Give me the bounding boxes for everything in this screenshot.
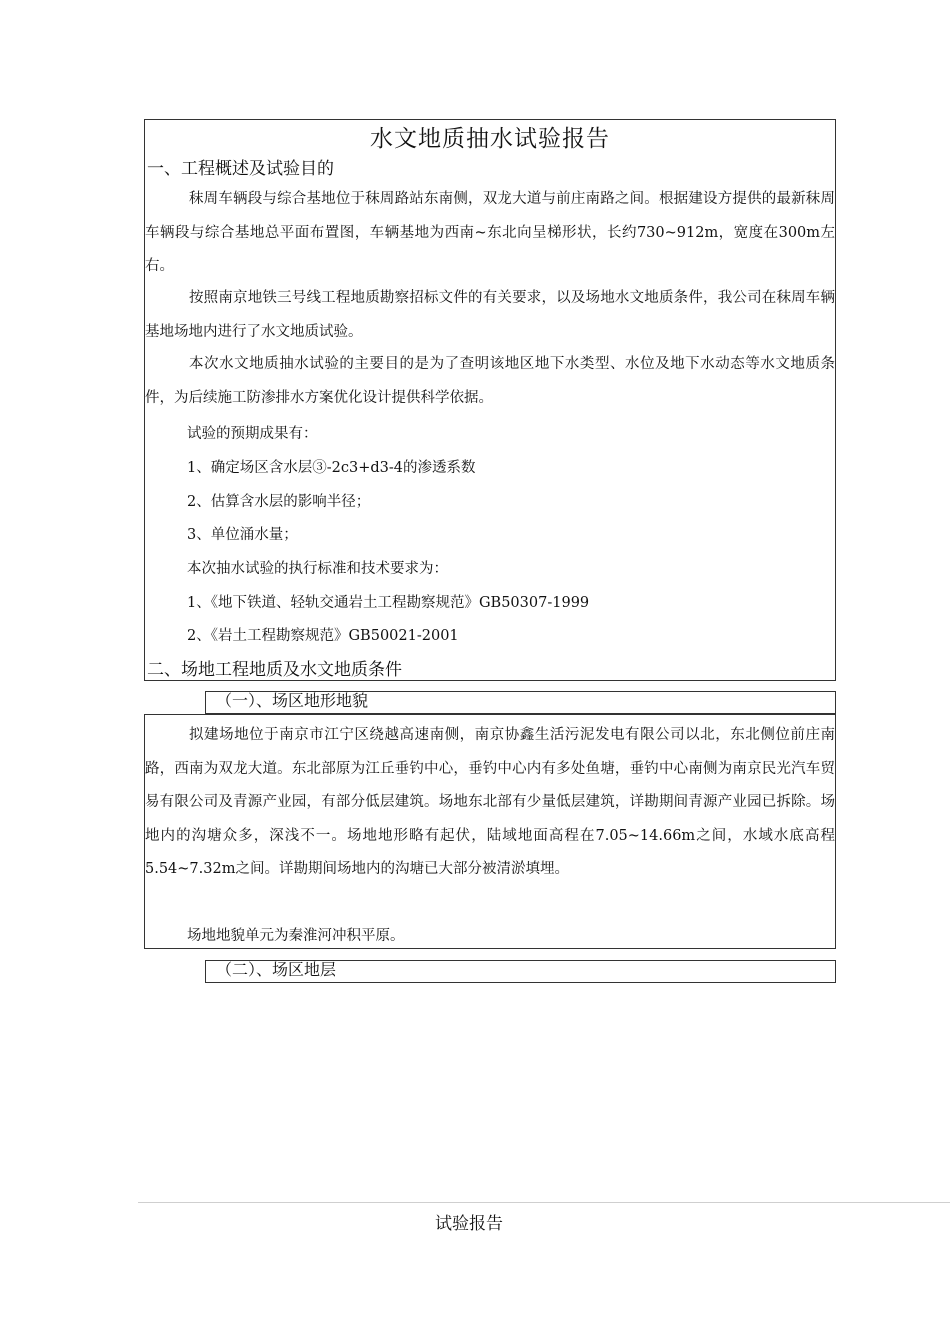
landform-box xyxy=(144,714,836,949)
outcome-item-3: 3、单位涌水量； xyxy=(187,527,298,543)
landform-unit: 场地地貌单元为秦淮河冲积平原。 xyxy=(187,928,405,944)
standards-intro: 本次抽水试验的执行标准和技术要求为： xyxy=(187,561,448,577)
section1-paragraph-2: 按照南京地铁三号线工程地质勘察招标文件的有关要求，以及场地水文地质条件，我公司在秣周车辆基地场地内进行了水文地质试验。 xyxy=(145,290,835,340)
subsection1-heading: （一）、场区地形地貌 xyxy=(216,691,369,710)
document-title: 水文地质抽水试验报告 xyxy=(370,126,610,152)
subsection2-heading: （二）、场区地层 xyxy=(216,960,337,979)
standard-item-2: 2、《岩土工程勘察规范》GB50021-2001 xyxy=(187,628,459,644)
subsection1-heading-box xyxy=(205,691,836,714)
outcome-item-1: 1、确定场区含水层③-2c3+d3-4的渗透系数 xyxy=(187,460,476,476)
section1-paragraph-1: 秣周车辆段与综合基地位于秣周路站东南侧，双龙大道与前庄南路之间。根据建设方提供的最新秣周车辆段与综合基地总平面布置图，车辆基地为西南~东北向呈梯形状，长约730~912m，宽度在300m左右。 xyxy=(145,191,835,274)
page-footer: 试验报告 xyxy=(435,1214,503,1234)
footer-divider xyxy=(138,1202,950,1203)
outcomes-intro: 试验的预期成果有： xyxy=(187,426,318,442)
section1-heading: 一、工程概述及试验目的 xyxy=(147,159,334,179)
section1-paragraph-3: 本次水文地质抽水试验的主要目的是为了查明该地区地下水类型、水位及地下水动态等水文地质条件，为后续施工防渗排水方案优化设计提供科学依据。 xyxy=(145,356,835,406)
outcome-item-2: 2、估算含水层的影响半径； xyxy=(187,494,371,510)
standard-item-1: 1、《地下铁道、轻轨交通岩土工程勘察规范》GB50307-1999 xyxy=(187,595,590,611)
subsection2-heading-box xyxy=(205,960,836,983)
report-main-box xyxy=(144,119,836,681)
section2-heading: 二、场地工程地质及水文地质条件 xyxy=(147,660,402,680)
landform-paragraph: 拟建场地位于南京市江宁区绕越高速南侧，南京协鑫生活污泥发电有限公司以北，东北侧位前庄南路，西南为双龙大道。东北部原为江丘垂钓中心，垂钓中心内有多处鱼塘，垂钓中心南侧为南京民光汽车贸易有限公司及青源产业园，有部分低层建筑。场地东北部有少量低层建筑，详勘期间青源产业园已拆除。场地内的沟塘众多，深浅不一。场地地形略有起伏，陆域地面高程在7.05~14.66m之间，水域水底高程5.54~7.32m之间。详勘期间场地内的沟塘已大部分被清淤填埋。 xyxy=(145,727,835,877)
